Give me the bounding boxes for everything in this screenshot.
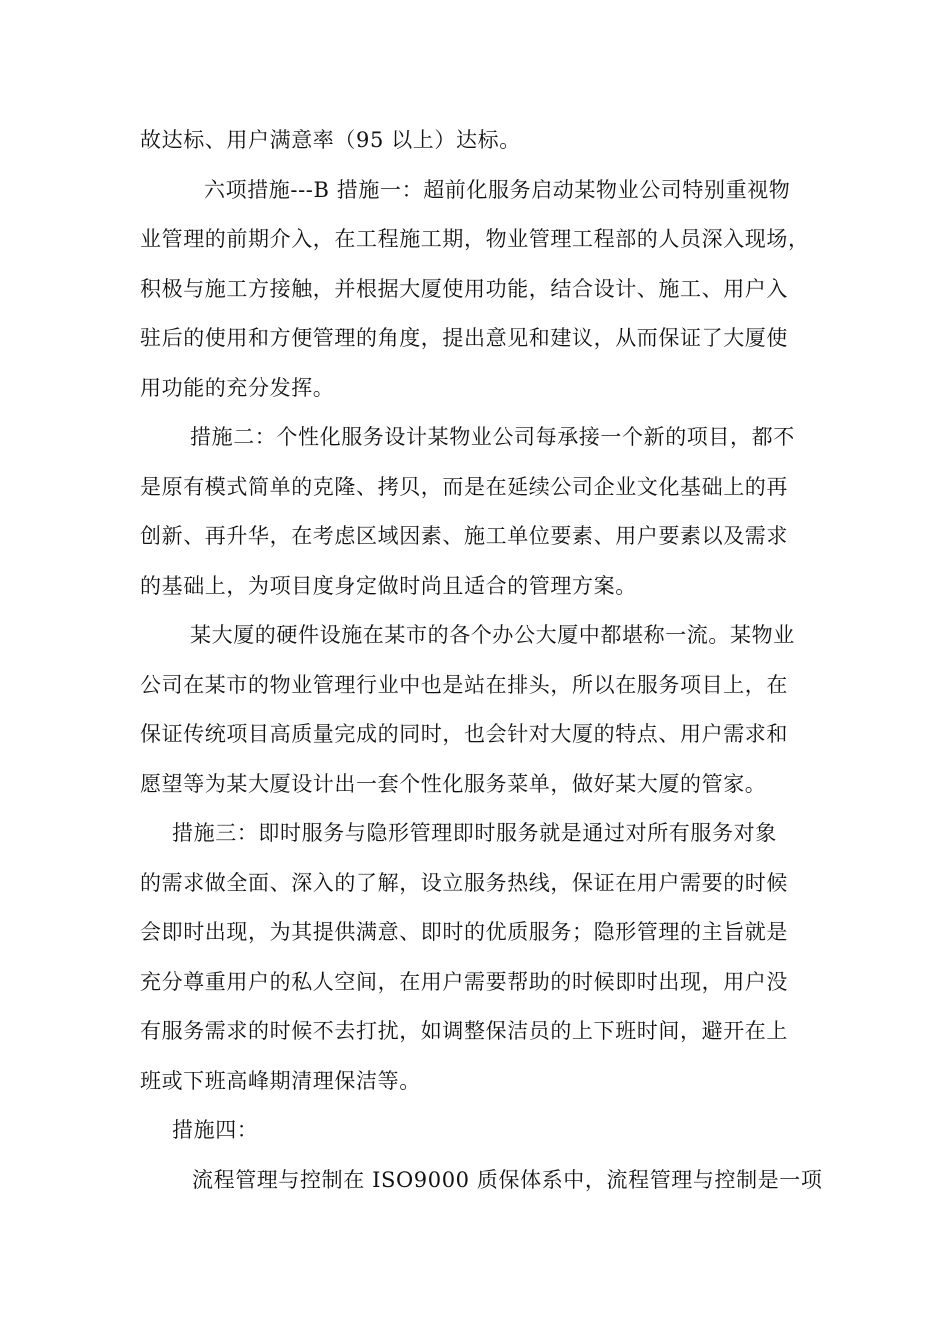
paragraph-first-line: 措施二：个性化服务设计某物业公司每承接一个新的项目，都不 bbox=[190, 425, 795, 449]
text-line: 故达标、用户满意率（95 以上）达标。 bbox=[140, 128, 521, 152]
text-line: 的需求做全面、深入的了解，设立服务热线，保证在用户需要的时候 bbox=[140, 870, 788, 895]
text-line: 驻后的使用和方便管理的角度，提出意见和建议，从而保证了大厦使 bbox=[140, 326, 788, 350]
paragraph-first-line: 某大厦的硬件设施在某市的各个办公大厦中都堪称一流。某物业 bbox=[190, 623, 795, 647]
text-line: 会即时出现，为其提供满意、即时的优质服务；隐形管理的主旨就是 bbox=[140, 920, 788, 944]
text-line: 有服务需求的时候不去打扰，如调整保洁员的上下班时间，避开在上 bbox=[140, 1019, 788, 1043]
text-line: 公司在某市的物业管理行业中也是站在排头，所以在服务项目上，在 bbox=[140, 672, 788, 697]
text-line: 用功能的充分发挥。 bbox=[140, 375, 335, 400]
text-line: 班或下班高峰期清理保洁等。 bbox=[140, 1068, 421, 1093]
paragraph-first-line: 措施三：即时服务与隐形管理即时服务就是通过对所有服务对象 bbox=[172, 821, 777, 845]
text-line: 愿望等为某大厦设计出一套个性化服务菜单，做好某大厦的管家。 bbox=[140, 771, 767, 796]
text-line: 创新、再升华，在考虑区域因素、施工单位要素、用户要素以及需求 bbox=[140, 524, 788, 548]
paragraph-first-line: 流程管理与控制在 ISO9000 质保体系中，流程管理与控制是一项 bbox=[192, 1167, 823, 1192]
text-line: 是原有模式简单的克隆、拷贝，而是在延续公司企业文化基础上的再 bbox=[140, 474, 788, 499]
text-line: 保证传统项目高质量完成的同时，也会针对大厦的特点、用户需求和 bbox=[140, 722, 788, 746]
text-line: 业管理的前期介入，在工程施工期，物业管理工程部的人员深入现场， bbox=[140, 227, 810, 251]
text-line: 充分尊重用户的私人空间，在用户需要帮助的时候即时出现，用户没 bbox=[140, 969, 788, 994]
paragraph-first-line: 六项措施---B 措施一：超前化服务启动某物业公司特别重视物 bbox=[204, 177, 791, 202]
text-line: 积极与施工方接触，并根据大厦使用功能，结合设计、施工、用户入 bbox=[140, 276, 788, 301]
section-heading: 措施四： bbox=[172, 1118, 259, 1142]
text-line: 的基础上，为项目度身定做时尚且适合的管理方案。 bbox=[140, 573, 637, 598]
document-body bbox=[140, 116, 830, 1205]
